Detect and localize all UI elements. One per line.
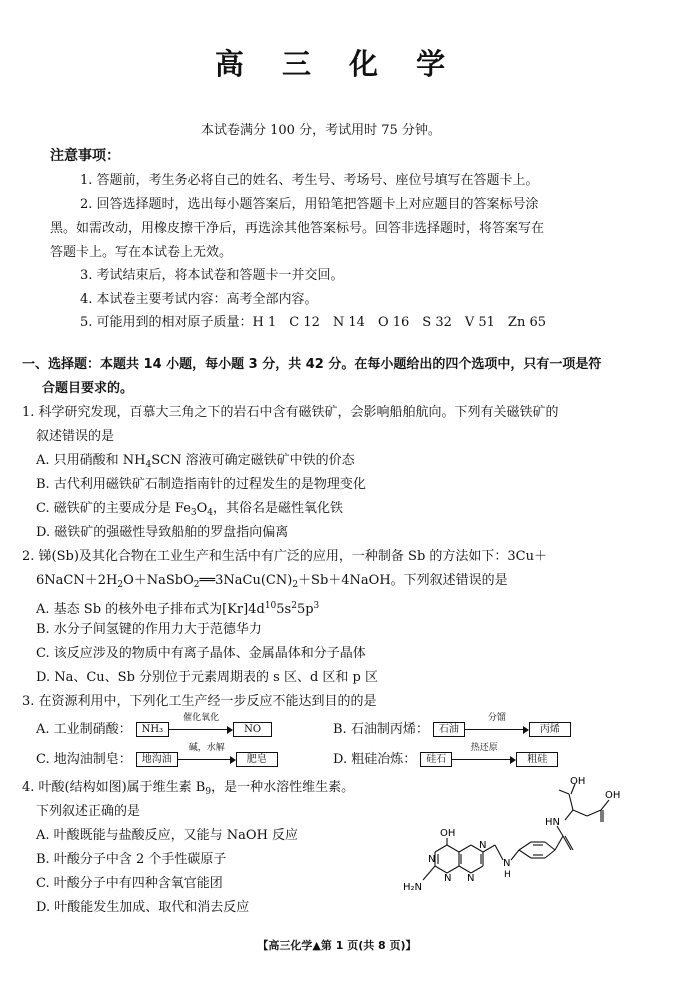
label-oh-top: OH	[570, 776, 586, 787]
label-hn: HN	[545, 817, 560, 828]
q4-option-a: A. 叶酸既能与盐酸反应，又能与 NaOH 反应	[36, 828, 299, 843]
notice-item-2a: 2. 回答选择题时，选出每小题答案后，用铅笔把答题卡上对应题目的答案标号涂	[80, 197, 539, 212]
notice-item-4: 4. 本试卷主要考试内容：高考全部内容。	[80, 292, 318, 307]
arrow-icon: 热还原	[452, 753, 516, 766]
q1-option-a: A. 只用硝酸和 $NH_4SCN$ 溶液可确定磁铁矿中铁的价态	[36, 453, 355, 470]
label-oh-ring: OH	[440, 828, 456, 839]
label-n-mid: N	[467, 873, 475, 884]
q2-stem: 2. 锑(Sb)及其化合物在工业生产和生活中有广泛的应用，一种制备 Sb 的方法如下：3Cu＋	[22, 549, 547, 564]
q2-option-c: C. 该反应涉及的物质中有离子晶体、金属晶体和分子晶体	[36, 646, 366, 661]
q4-option-d: D. 叶酸能发生加成、取代和消去反应	[36, 900, 250, 915]
page-title: 高 三 化 学	[214, 47, 460, 81]
q3-option-a: A. 工业制硝酸： NH₃ 催化氧化 NO	[36, 721, 272, 739]
exam-info: 本试卷满分 100 分，考试用时 75 分钟。	[201, 123, 441, 138]
q3-option-b: B. 石油制丙烯： 石油 分馏 丙烯	[333, 721, 571, 739]
q2-stem-cont: $6NaCN+2H_2O+NaSbO_2══3NaCu(CN)_2+Sb+4NaOH$。下列叙述错误的是	[36, 573, 508, 590]
q1-stem-cont: 叙述错误的是	[36, 429, 115, 444]
notice-item-2b: 黑。如需改动，用橡皮擦干净后，再选涂其他答案标号。回答非选择题时，将答案写在	[50, 221, 545, 236]
q1-option-c: C. 磁铁矿的主要成分是 $Fe_3O_4$，其俗名是磁性氧化铁	[36, 501, 344, 518]
notice-heading: 注意事项：	[50, 148, 120, 164]
label-h2n: H₂N	[403, 882, 423, 893]
q4-stem-cont: 下列叙述正确的是	[36, 804, 141, 819]
notice-item-3: 3. 考试结束后，将本试卷和答题卡一并交回。	[80, 268, 344, 283]
notice-item-2c: 答题卡上。写在本试卷上无效。	[50, 245, 233, 260]
q1-option-b: B. 古代利用磁铁矿石制造指南针的过程发生的是物理变化	[36, 477, 366, 492]
q2-option-b: B. 水分子间氢键的作用力大于范德华力	[36, 622, 262, 637]
label-h: H	[504, 870, 511, 880]
q4-option-c: C. 叶酸分子中有四种含氧官能团	[36, 876, 223, 891]
arrow-icon: 碱，水解	[178, 753, 236, 766]
q3-option-d: D. 粗硅冶炼： 硅石 热还原 粗硅	[333, 751, 558, 769]
label-n-bottom: N	[444, 873, 452, 884]
label-n-left: N	[428, 854, 436, 865]
label-oh-right: OH	[605, 790, 621, 801]
page-footer: 【高三化学▲第 1 页(共 8 页)】	[257, 939, 417, 952]
q3-option-c: C. 地沟油制皂： 地沟油 碱，水解 肥皂	[36, 751, 278, 769]
label-nh: N	[503, 858, 511, 869]
q3-b-flow: 石油 分馏 丙烯	[433, 722, 571, 737]
notice-item-1: 1. 答题前，考生务必将自己的姓名、考生号、考场号、座位号填写在答题卡上。	[80, 173, 539, 188]
arrow-icon: 催化氧化	[169, 723, 233, 736]
arrow-icon: 分馏	[465, 723, 529, 736]
q2-option-d: D. Na、Cu、Sb 分别位于元素周期表的 s 区、d 区和 p 区	[36, 670, 379, 685]
folic-acid-structure	[395, 770, 625, 910]
notice-item-5: 5. 可能用到的相对原子质量：H 1 C 12 N 14 O 16 S 32 V 51 Zn 65	[80, 315, 547, 330]
q1-stem: 1. 科学研究发现，百慕大三角之下的岩石中含有磁铁矿，会影响船舶航向。下列有关磁铁矿的	[22, 405, 559, 420]
label-n-top: N	[479, 840, 487, 851]
q3-a-flow: NH₃ 催化氧化 NO	[136, 722, 272, 737]
section-heading: 一、选择题：本题共 14 小题，每小题 3 分，共 42 分。在每小题给出的四个选项中，只有一项是符	[22, 357, 602, 372]
q4-stem: 4. 叶酸(结构如图)属于维生素 $B_9$，是一种水溶性维生素。	[22, 780, 355, 797]
q3-c-flow: 地沟油 碱，水解 肥皂	[136, 752, 278, 767]
q2-option-a: A. 基态 Sb 的核外电子排布式为$[Kr]4d^{10}5s^25p^3$	[36, 601, 320, 617]
q3-d-flow: 硅石 热还原 粗硅	[420, 752, 558, 767]
q1-option-d: D. 磁铁矿的强磁性导致船舶的罗盘指向偏离	[36, 525, 289, 540]
q4-option-b: B. 叶酸分子中含 2 个手性碳原子	[36, 852, 227, 867]
q3-stem: 3. 在资源利用中，下列化工生产经一步反应不能达到目的的是	[22, 694, 377, 709]
section-heading-cont: 合题目要求的。	[42, 381, 134, 396]
